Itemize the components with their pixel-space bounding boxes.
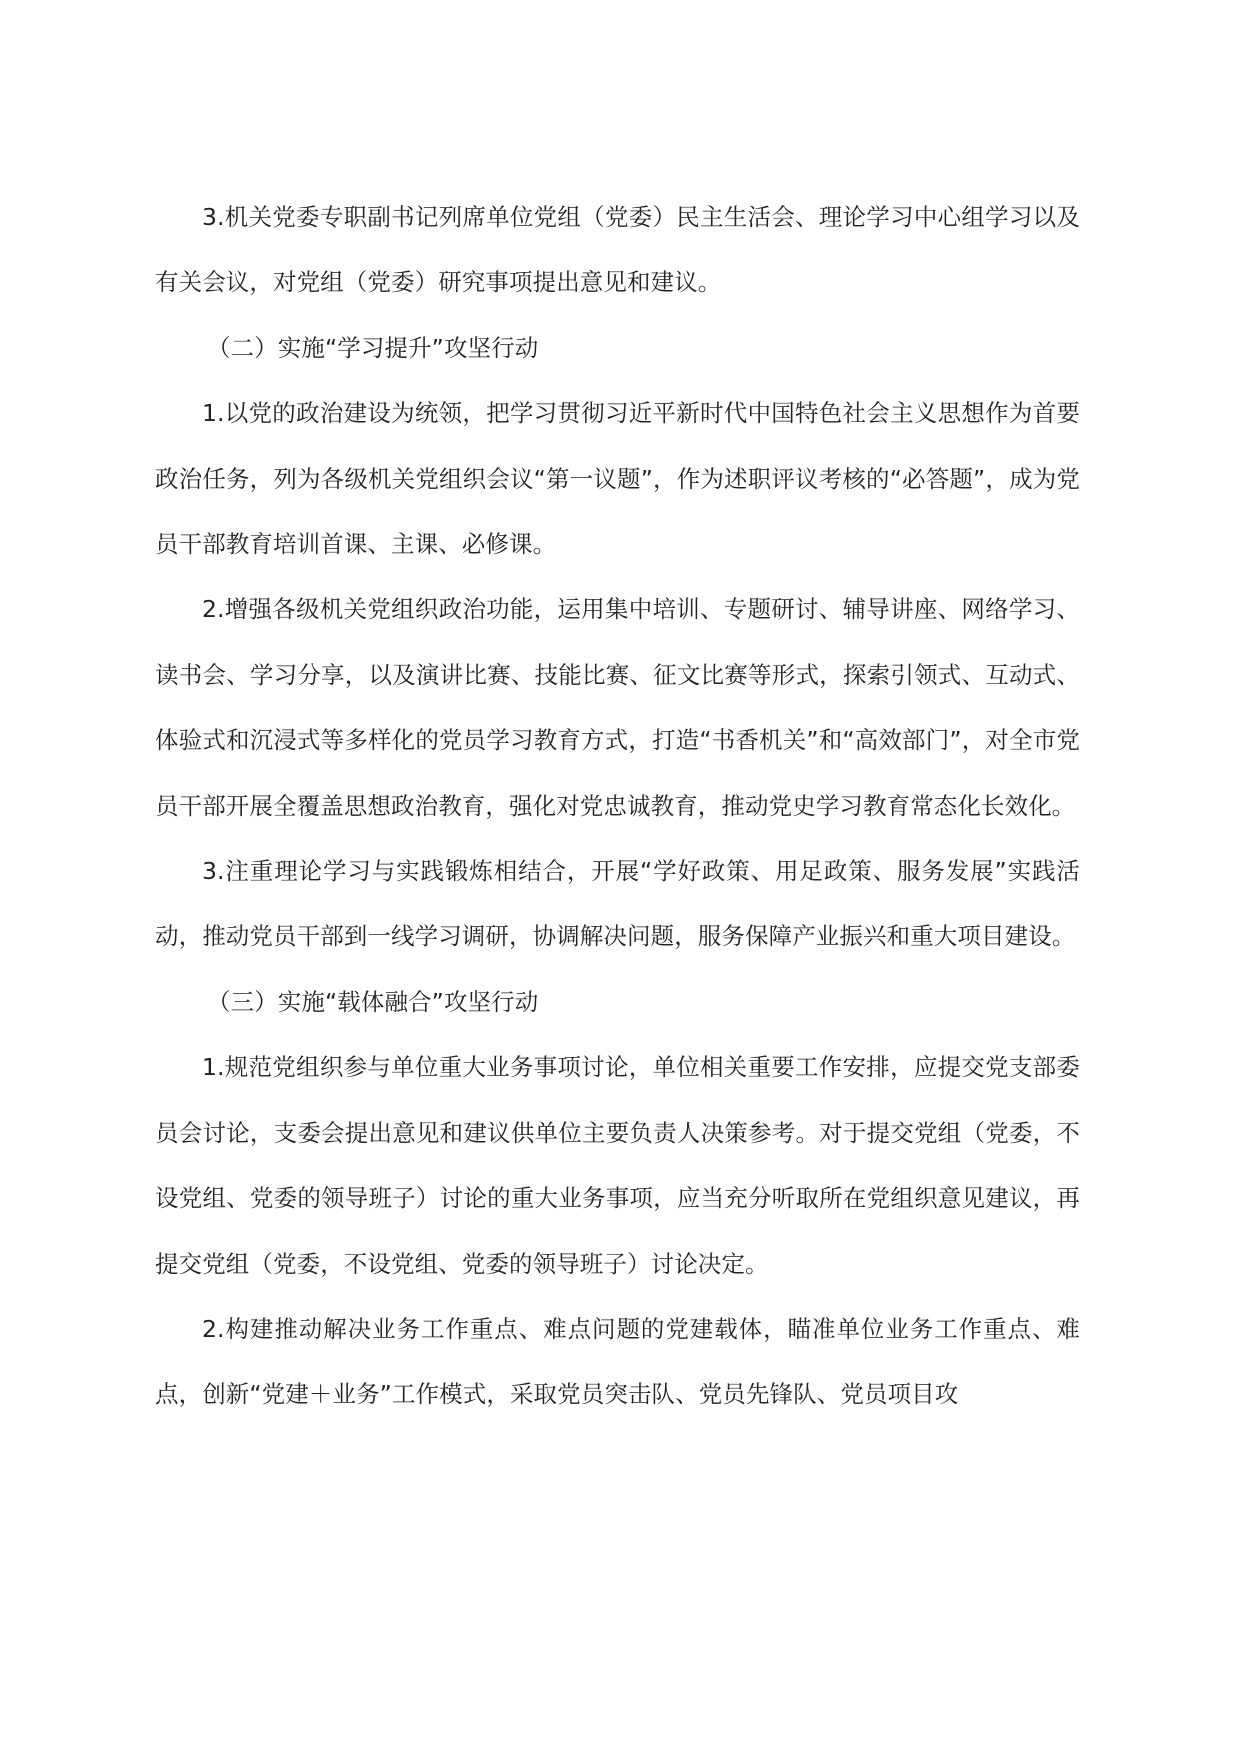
paragraph-item-1-political-construction: 1.以党的政治建设为统领，把学习贯彻习近平新时代中国特色社会主义思想作为首要政治任务，列为各级机关党组织会议“第一议题”，作为述职评议考核的“必答题”，成为党员干部教育培训首课、主课、必修课。	[155, 399, 1080, 559]
paragraph-item-1-major-business: 1.规范党组织参与单位重大业务事项讨论，单位相关重要工作安排，应提交党支部委员会讨论，支委会提出意见和建议供单位主要负责人决策参考。对于提交党组（党委，不设党组、党委的领导班子）讨论的重大业务事项，应当充分听取所在党组织意见建议，再提交党组（党委，不设党组、党委的领导班子）讨论决定。	[155, 1053, 1080, 1278]
paragraph-item-2-party-carrier: 2.构建推动解决业务工作重点、难点问题的党建载体，瞄准单位业务工作重点、难点，创新“党建＋业务”工作模式，采取党员突击队、党员先锋队、党员项目攻	[155, 1314, 1080, 1409]
section-heading-study-improvement: （二）实施“学习提升”攻坚行动	[207, 333, 539, 362]
paragraph-item-2-political-function: 2.增强各级机关党组织政治功能，运用集中培训、专题研讨、辅导讲座、网络学习、读书会、学习分享，以及演讲比赛、技能比赛、征文比赛等形式，探索引领式、互动式、体验式和沉浸式等多样化的党员学习教育方式，打造“书香机关”和“高效部门”，对全市党员干部开展全覆盖思想政治教育，强化对党忠诚教育，推动党史学习教育常态化长效化。	[155, 595, 1080, 820]
section-heading-carrier-integration: （三）实施“载体融合”攻坚行动	[207, 987, 539, 1016]
document-body	[155, 185, 1080, 1428]
paragraph-item-3-party-secretary: 3.机关党委专职副书记列席单位党组（党委）民主生活会、理论学习中心组学习以及有关会议，对党组（党委）研究事项提出意见和建议。	[155, 203, 1080, 297]
paragraph-item-3-theory-practice: 3.注重理论学习与实践锻炼相结合，开展“学好政策、用足政策、服务发展”实践活动，推动党员干部到一线学习调研，协调解决问题，服务保障产业振兴和重大项目建设。	[155, 857, 1080, 951]
